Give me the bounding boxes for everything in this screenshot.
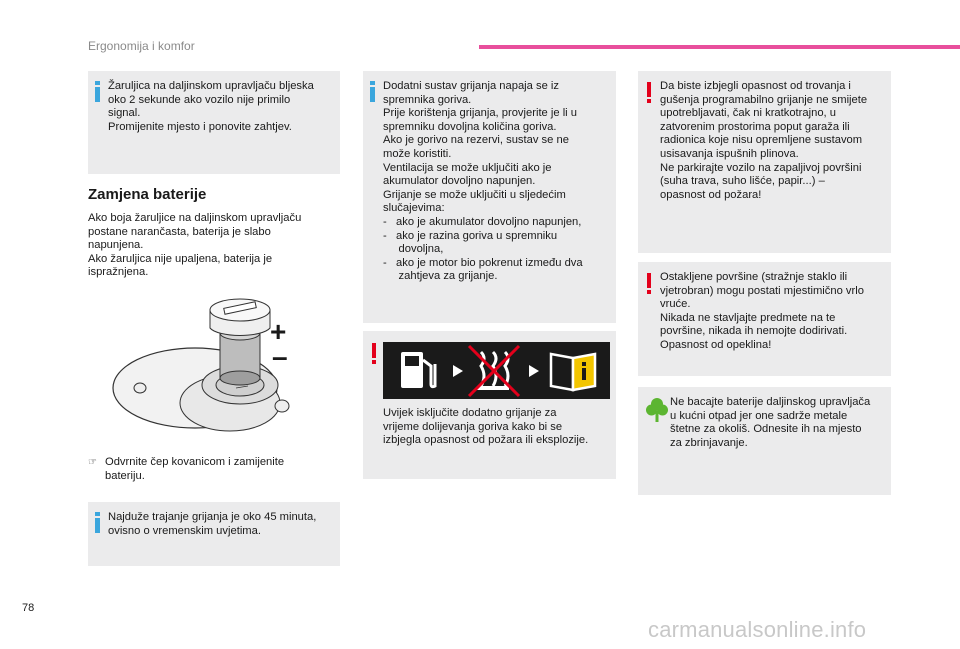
warning-text: Uvijek isključite dodatno grijanje za vrijeme dolijevanja goriva kako bi se izbjegla opasnost od požara ili eksplozije. [383,407,589,447]
info-text: Žaruljica na daljinskom upravljaču bljeska oko 2 sekunde ako vozilo nije primilo signal. Promijenite mjesto i ponovite zahtjev. [108,80,314,133]
info-icon [93,512,105,534]
page-number: 78 [22,602,35,614]
section-title: Zamjena baterije [88,186,207,203]
info-icon [93,81,105,103]
warning-icon [370,343,380,365]
watermark: carmanualsonline.info [648,617,867,642]
warning-box-poisoning [638,71,891,253]
refuel-pictogram [383,342,610,399]
eco-text: Ne bacajte baterije daljinskog upravljača u kućni otpad jer one sadrže metale štetne za okoliš. Odnesite ih na mjesto za zbrinjavanje. [670,396,871,449]
battery-body-text: Ako boja žaruljice na daljinskom upravljaču postane narančasta, baterija je slabo napunjena. Ako žaruljica nije upaljena, baterija je ispražnjena. [88,212,302,279]
info-icon [368,81,380,103]
arrow-bullet-icon: ☞ [88,457,97,468]
header-accent-bar [479,45,960,49]
warning-icon [645,82,655,104]
info-text: Najduže trajanje grijanja je oko 45 minuta, ovisno o vremenskim uvjetima. [108,511,317,537]
eco-box-battery-disposal [638,387,891,495]
info-box-heating-duration [88,502,340,566]
warning-icon [645,273,655,295]
warning-text: Ostakljene površine (stražnje staklo ili vjetrobran) mogu postati mjestimično vrlo vruće. Nikada ne stavljajte predmete na te površine, nikada ih nemojte dodirivati. Opasnost od opeklina! [660,271,864,351]
plus-sign: + [270,316,287,347]
page-section-title: Ergonomija i komfor [88,39,195,53]
warning-box-hot-glass [638,262,891,376]
warning-text: Da biste izbjegli opasnost od trovanja i gušenja programabilno grijanje ne smijete upotrebljavati, čak ni kratkotrajno, u zatvorenim prostorima poput garaža ili radionica koje nisu opremljene sustavom usisavanja ispušnih plinova. Ne parkirajte vozilo na zapaljivoj površini (suha trava, suho lišće, papir...) – opasnost od požara! [660,80,868,201]
leaf-icon [646,396,668,422]
info-box-remote-signal [88,71,340,174]
info-text: Dodatni sustav grijanja napaja se iz spremnika goriva. Prije korištenja grijanja, provjerite je li u spremniku dovoljna količina goriva. Ako je gorivo na rezervi, sustav se ne može koristiti. Ventilacija se može uključiti ako je akumulator dovoljno napunjen. Grijanje se može uključiti u sljedećim slučajevima: - ako je akumulator dovoljno napunjen, - ako je razina goriva u spremniku dovoljna, - ako je motor bio pokrenut između dva zahtjeva za grijanje. [383,80,583,283]
info-box-fuel-supply [363,71,616,323]
minus-sign: – [272,341,288,372]
instruction-text: Odvrnite čep kovanicom i zamijenite bateriju. [105,456,285,482]
